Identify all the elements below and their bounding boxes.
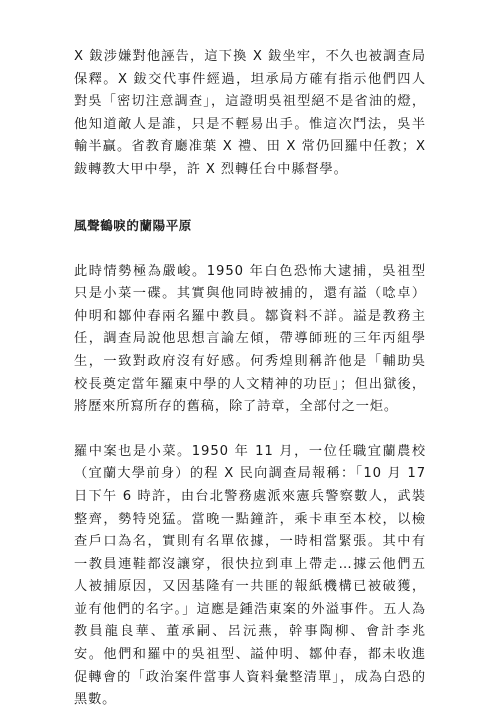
body-paragraph: 此時情勢極為嚴峻。1950 年白色恐怖大逮捕，吳祖型只是小菜一碟。其實與他同時被捕的，還有謚（唸卓）仲明和鄒仲春兩名羅中教員。鄒資料不詳。謚是教務主任，調查局說他思想言論左傾，帶導師班的三年丙組學生，一致對政府沒有好感。何秀煌則稱許他是「輔助吳校長奠定當年羅東中學的人文精神的功臣」；但出獄後，將歷來所寫所存的舊稿，除了詩章，全部付之一炬。 bbox=[74, 263, 426, 415]
body-paragraph: X 鈸涉嫌對他誣告，這下換 X 鈸坐牢，不久也被調查局保釋。X 鈸交代事件經過，坦承局方確有指示他們四人對吳「密切注意調查」，這證明吳祖型絕不是省油的燈，他知道敵人是誰，只是不輕易出手。惟這次鬥法，吳半輸半贏。省教育廳准葉 X 禮、田 X 常仍回羅中任教；X 鈸轉教大甲中學，許 X 烈轉任台中縣督學。 bbox=[74, 49, 426, 177]
document-page bbox=[74, 35, 426, 712]
body-paragraph: 羅中案也是小菜。1950 年 11 月，一位任職宜蘭農校（宜蘭大學前身）的程 X 民向調查局報稱：「10 月 17 日下午 6 時許，由台北警務處派來憲兵警察數人，武裝整齊，勢特兇猛。當晚一點鐘許，乘卡車至本校，以檢查戶口為名，實則有名單依據，一時相當緊張。其中有一教員連鞋都沒讓穿，很快拉到車上帶走…據云他們五人被捕原因，又因基隆有一共匪的報紙機構已被破獲，並有他們的名字。」這應是鍾浩東案的外溢事件。五人為教員龍良華、董承嗣、呂沅燕，幹事陶柳、會計李兆安。他們和羅中的吳祖型、謚仲明、鄒仲春，都未收進促轉會的「政治案件當事人資料彙整清單」，成為白恐的黑數。 bbox=[74, 443, 426, 708]
section-heading: 風聲鶴唳的蘭陽平原 bbox=[74, 217, 192, 233]
